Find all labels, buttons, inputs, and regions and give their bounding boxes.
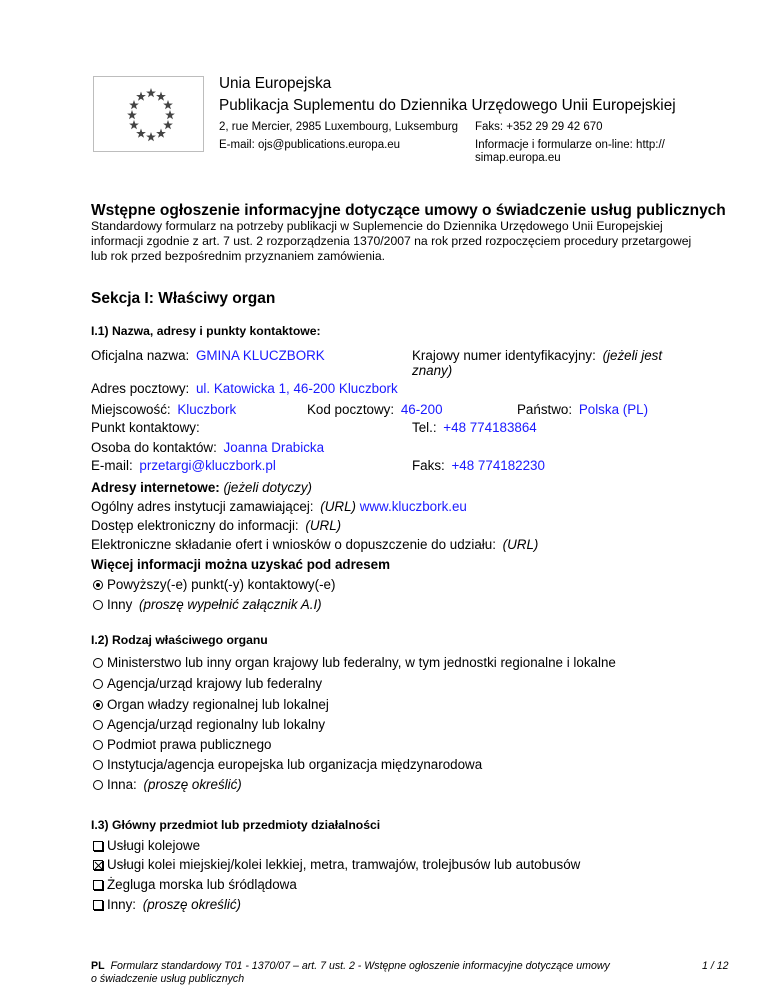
town-row bbox=[91, 402, 236, 417]
i2-option-3[interactable] bbox=[93, 717, 325, 732]
checkbox-checked-icon[interactable] bbox=[93, 860, 103, 870]
esubmit-url-hint: (URL) bbox=[502, 537, 539, 552]
eaccess-url-hint: (URL) bbox=[305, 518, 342, 533]
internet-hint: (jeżeli dotyczy) bbox=[223, 480, 313, 495]
i2-option-2[interactable] bbox=[93, 697, 329, 712]
radio-icon[interactable] bbox=[93, 740, 103, 750]
header-email: E-mail: ojs@publications.europa.eu bbox=[219, 139, 401, 151]
email-row bbox=[91, 458, 276, 473]
radio-icon[interactable] bbox=[93, 720, 103, 730]
opt-other-label: Inny bbox=[107, 597, 133, 612]
town-label: Miejscowość: bbox=[91, 402, 171, 417]
general-url-hint: (URL) bbox=[320, 499, 356, 514]
general-address-row bbox=[91, 499, 467, 514]
fax-value: +48 774182230 bbox=[451, 458, 545, 473]
standard-text-3: lub rok przed bezpośrednim przyznaniem zamówienia. bbox=[91, 249, 385, 263]
official-name-row bbox=[91, 348, 325, 363]
person-label: Osoba do kontaktów: bbox=[91, 440, 217, 455]
general-url-value[interactable]: www.kluczbork.eu bbox=[359, 499, 467, 514]
person-value: Joanna Drabicka bbox=[223, 440, 325, 455]
i3-option-3[interactable] bbox=[93, 897, 241, 912]
nat-id-hint: (jeżeli jest bbox=[602, 348, 663, 363]
postal-row bbox=[91, 381, 398, 396]
checkbox-icon[interactable] bbox=[93, 900, 103, 910]
esubmit-row bbox=[91, 537, 538, 552]
i3-option-0[interactable] bbox=[93, 838, 200, 853]
i1-title: I.1) Nazwa, adresy i punkty kontaktowe: bbox=[91, 324, 321, 338]
i2-option-5[interactable] bbox=[93, 757, 482, 772]
eu-stars-icon bbox=[94, 77, 203, 151]
checkbox-icon[interactable] bbox=[93, 841, 103, 851]
contact-label: Punkt kontaktowy: bbox=[91, 420, 200, 435]
page-title: Wstępne ogłoszenie informacyjne dotyczące umowy o świadczenie usług publicznych bbox=[91, 202, 726, 219]
country-label: Państwo: bbox=[517, 402, 573, 417]
radio-icon[interactable] bbox=[93, 658, 103, 668]
checkbox-icon[interactable] bbox=[93, 880, 103, 890]
opt-above-label: Powyższy(-e) punkt(-y) kontaktowy(-e) bbox=[107, 577, 336, 592]
i2-option-label: Organ władzy regionalnej lub lokalnej bbox=[107, 697, 329, 712]
i2-other-hint: (proszę określić) bbox=[143, 777, 242, 792]
nat-id-hint-2: znany) bbox=[412, 363, 453, 378]
country-value: Polska (PL) bbox=[578, 402, 649, 417]
more-info-label: Więcej informacji można uzyskać pod adresem bbox=[91, 557, 391, 572]
header-fax: Faks: +352 29 29 42 670 bbox=[475, 121, 603, 133]
i3-option-label: Usługi kolejowe bbox=[107, 838, 201, 853]
i3-option-2[interactable] bbox=[93, 877, 297, 892]
i2-option-label: Agencja/urząd krajowy lub federalny bbox=[107, 676, 323, 691]
postal-value: ul. Katowicka 1, 46-200 Kluczbork bbox=[195, 381, 398, 396]
email-label: E-mail: bbox=[91, 458, 133, 473]
i3-option-label: Inny: bbox=[107, 897, 137, 912]
header-org: Unia Europejska bbox=[219, 75, 332, 92]
official-name-label: Oficjalna nazwa: bbox=[91, 348, 190, 363]
email-value[interactable]: przetargi@kluczbork.pl bbox=[139, 458, 276, 473]
eaccess-row bbox=[91, 518, 341, 533]
more-info-opt-above[interactable] bbox=[93, 577, 335, 592]
footer-page-number: 1 / 12 bbox=[702, 960, 729, 972]
footer-text-1: Formularz standardowy T01 - 1370/07 – art. 7 ust. 2 - Wstępne ogłoszenie informacyjne dotyczące umowy bbox=[110, 960, 610, 972]
fax-label: Faks: bbox=[412, 458, 445, 473]
radio-icon[interactable] bbox=[93, 600, 103, 610]
tel-label: Tel.: bbox=[412, 420, 437, 435]
header-info-line1: Informacje i formularze on-line: http:// bbox=[475, 139, 665, 151]
more-info-opt-other[interactable] bbox=[93, 597, 322, 612]
i3-option-label: Żegluga morska lub śródlądowa bbox=[107, 877, 297, 892]
postal-label: Adres pocztowy: bbox=[91, 381, 190, 396]
radio-icon[interactable] bbox=[93, 760, 103, 770]
general-label: Ogólny adres instytucji zamawiającej: bbox=[91, 499, 314, 514]
nat-id-row bbox=[412, 348, 662, 363]
standard-text-2: informacji zgodnie z art. 7 ust. 2 rozporządzenia 1370/2007 na rok przed rozpoczęciem procedury przetargowej bbox=[91, 234, 692, 248]
eu-logo bbox=[93, 76, 204, 152]
i3-option-1[interactable] bbox=[93, 857, 580, 872]
i2-option-0[interactable] bbox=[93, 655, 616, 670]
radio-icon[interactable] bbox=[93, 679, 103, 689]
i2-option-label: Agencja/urząd regionalny lub lokalny bbox=[107, 717, 326, 732]
fax-row bbox=[412, 458, 545, 473]
radio-checked-icon[interactable] bbox=[93, 700, 103, 710]
official-name-value: GMINA KLUCZBORK bbox=[195, 348, 325, 363]
standard-text-1: Standardowy formularz na potrzeby publikacji w Suplemencie do Dziennika Urzędowego Unii Europejskiej bbox=[91, 219, 663, 233]
i3-other-hint: (proszę określić) bbox=[142, 897, 241, 912]
postcode-label: Kod pocztowy: bbox=[307, 402, 395, 417]
header-info-line2: simap.europa.eu bbox=[475, 152, 561, 164]
esubmit-label: Elektroniczne składanie ofert i wniosków o dopuszczenie do udziału: bbox=[91, 537, 496, 552]
i2-option-4[interactable] bbox=[93, 737, 272, 752]
header-address: 2, rue Mercier, 2985 Luxembourg, Luksemburg bbox=[219, 121, 459, 133]
eaccess-label: Dostęp elektroniczny do informacji: bbox=[91, 518, 299, 533]
i2-option-label: Podmiot prawa publicznego bbox=[107, 737, 272, 752]
footer-lang: PL bbox=[91, 960, 105, 972]
internet-row bbox=[91, 480, 312, 495]
tel-value: +48 774183864 bbox=[443, 420, 537, 435]
i2-option-label: Instytucja/agencja europejska lub organizacja międzynarodowa bbox=[107, 757, 483, 772]
i2-option-1[interactable] bbox=[93, 676, 322, 691]
i2-option-6[interactable] bbox=[93, 777, 242, 792]
i2-option-label: Ministerstwo lub inny organ krajowy lub federalny, w tym jednostki regionalne i lokalne bbox=[107, 655, 616, 670]
country-row bbox=[517, 402, 648, 417]
tel-row bbox=[412, 420, 537, 435]
postcode-row bbox=[307, 402, 443, 417]
i2-title: I.2) Rodzaj właściwego organu bbox=[91, 633, 268, 647]
i2-option-label: Inna: bbox=[107, 777, 137, 792]
town-value: Kluczbork bbox=[177, 402, 237, 417]
radio-checked-icon[interactable] bbox=[93, 580, 103, 590]
section-title: Sekcja I: Właściwy organ bbox=[91, 290, 276, 307]
i3-title: I.3) Główny przedmiot lub przedmioty działalności bbox=[91, 818, 381, 832]
footer-line-1 bbox=[91, 960, 610, 972]
postcode-value: 46-200 bbox=[400, 402, 443, 417]
opt-other-hint: (proszę wypełnić załącznik A.I) bbox=[139, 597, 322, 612]
internet-label: Adresy internetowe: bbox=[91, 480, 220, 495]
header-publication: Publikacja Suplementu do Dziennika Urzędowego Unii Europejskiej bbox=[219, 97, 676, 114]
radio-icon[interactable] bbox=[93, 780, 103, 790]
i3-option-label: Usługi kolei miejskiej/kolei lekkiej, metra, tramwajów, trolejbusów lub autobusów bbox=[107, 857, 581, 872]
nat-id-label: Krajowy numer identyfikacyjny: bbox=[412, 348, 596, 363]
footer-text-2: o świadczenie usług publicznych bbox=[91, 973, 245, 985]
person-row bbox=[91, 440, 324, 455]
